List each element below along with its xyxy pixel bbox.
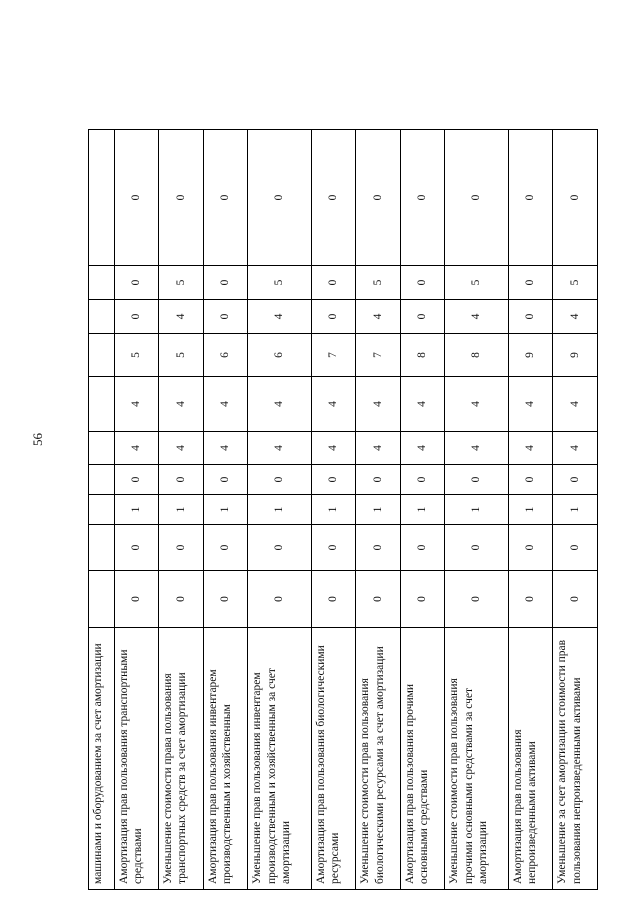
code-cell: 0 [445, 525, 509, 571]
code-cell: 0 [203, 300, 248, 334]
code-cell: 4 [311, 432, 356, 465]
code-cell: 0 [248, 130, 312, 266]
code-cell: 0 [114, 571, 159, 628]
code-cell: 0 [356, 465, 401, 495]
table-row [553, 130, 598, 890]
code-cell: 1 [508, 495, 553, 525]
code-cell: 4 [248, 432, 312, 465]
code-cell: 0 [508, 266, 553, 300]
code-cell: 4 [159, 300, 204, 334]
code-cell: 7 [311, 334, 356, 377]
code-cell: 1 [311, 495, 356, 525]
code-cell: 0 [311, 571, 356, 628]
code-cell: 0 [114, 300, 159, 334]
code-cell: 4 [356, 432, 401, 465]
code-cell: 0 [553, 525, 598, 571]
code-cell: 0 [400, 465, 445, 495]
code-cell: 0 [311, 525, 356, 571]
code-cell [89, 300, 115, 334]
code-cell: 0 [311, 266, 356, 300]
code-cell: 7 [356, 334, 401, 377]
code-cell: 5 [248, 266, 312, 300]
code-cell: 4 [159, 432, 204, 465]
code-cell: 6 [203, 334, 248, 377]
table-row [445, 130, 509, 890]
code-cell: 4 [508, 377, 553, 432]
row-label: Амортизация прав пользования транспортными средствами [114, 628, 159, 890]
code-cell: 9 [508, 334, 553, 377]
code-cell: 0 [508, 300, 553, 334]
code-cell: 5 [114, 334, 159, 377]
table-row [400, 130, 445, 890]
table-row [248, 130, 312, 890]
code-cell: 4 [553, 432, 598, 465]
code-cell: 0 [114, 130, 159, 266]
code-cell: 4 [553, 377, 598, 432]
code-cell: 0 [114, 266, 159, 300]
code-cell: 0 [400, 525, 445, 571]
code-cell: 0 [311, 300, 356, 334]
page-number: 56 [30, 433, 45, 446]
code-cell: 0 [445, 130, 509, 266]
code-cell: 9 [553, 334, 598, 377]
row-label: машинами и оборудованием за счет амортизации [89, 628, 115, 890]
rotated-table-container [88, 130, 598, 890]
code-cell: 4 [553, 300, 598, 334]
code-cell: 1 [445, 495, 509, 525]
accounts-table [88, 129, 598, 890]
row-label: Уменьшение стоимости прав пользования биологическими ресурсами за счет амортизации [356, 628, 401, 890]
code-cell: 0 [356, 525, 401, 571]
code-cell: 0 [508, 130, 553, 266]
row-label: Уменьшение за счет амортизации стоимости прав пользования непроизведенными активами [553, 628, 598, 890]
code-cell: 1 [159, 495, 204, 525]
code-cell: 6 [248, 334, 312, 377]
code-cell: 0 [553, 571, 598, 628]
table-row [114, 130, 159, 890]
row-label: Уменьшение стоимости права пользования транспортных средств за счет амортизации [159, 628, 204, 890]
code-cell: 0 [400, 130, 445, 266]
code-cell: 5 [159, 334, 204, 377]
code-cell: 0 [311, 465, 356, 495]
code-cell: 0 [445, 465, 509, 495]
code-cell: 0 [203, 465, 248, 495]
code-cell: 0 [445, 571, 509, 628]
code-cell: 4 [159, 377, 204, 432]
code-cell: 0 [400, 300, 445, 334]
code-cell: 4 [445, 377, 509, 432]
code-cell: 4 [356, 377, 401, 432]
code-cell: 4 [400, 432, 445, 465]
code-cell: 4 [311, 377, 356, 432]
code-cell: 1 [553, 495, 598, 525]
code-cell: 0 [508, 571, 553, 628]
row-label: Амортизация прав пользования прочими основными средствами [400, 628, 445, 890]
row-label: Уменьшение прав пользования инвентарем производственным и хозяйственным за счет амортизации [248, 628, 312, 890]
code-cell: 0 [203, 571, 248, 628]
code-cell: 8 [400, 334, 445, 377]
code-cell: 4 [248, 300, 312, 334]
row-label: Амортизация прав пользования непроизведенными активами [508, 628, 553, 890]
code-cell: 1 [114, 495, 159, 525]
code-cell: 4 [356, 300, 401, 334]
row-label: Амортизация прав пользования биологическими ресурсами [311, 628, 356, 890]
code-cell: 1 [248, 495, 312, 525]
code-cell: 0 [159, 465, 204, 495]
code-cell: 4 [114, 377, 159, 432]
table-row [203, 130, 248, 890]
code-cell: 0 [114, 525, 159, 571]
code-cell: 0 [203, 130, 248, 266]
code-cell [89, 465, 115, 495]
table-row [311, 130, 356, 890]
code-cell: 8 [445, 334, 509, 377]
code-cell [89, 525, 115, 571]
code-cell: 4 [114, 432, 159, 465]
code-cell: 0 [356, 130, 401, 266]
code-cell [89, 495, 115, 525]
code-cell: 4 [203, 432, 248, 465]
code-cell: 0 [114, 465, 159, 495]
code-cell: 0 [248, 465, 312, 495]
code-cell [89, 266, 115, 300]
code-cell: 4 [248, 377, 312, 432]
code-cell: 0 [400, 266, 445, 300]
table-row [159, 130, 204, 890]
table-row [508, 130, 553, 890]
code-cell [89, 432, 115, 465]
table-body [89, 130, 598, 890]
code-cell: 0 [159, 525, 204, 571]
code-cell: 0 [400, 571, 445, 628]
code-cell [89, 130, 115, 266]
code-cell: 0 [159, 130, 204, 266]
code-cell: 4 [508, 432, 553, 465]
code-cell [89, 571, 115, 628]
code-cell: 5 [356, 266, 401, 300]
code-cell: 0 [248, 525, 312, 571]
code-cell: 5 [553, 266, 598, 300]
code-cell [89, 377, 115, 432]
row-label: Уменьшение стоимости прав пользования прочими основными средствами за счет амортизации [445, 628, 509, 890]
table-row [89, 130, 115, 890]
code-cell: 0 [553, 130, 598, 266]
code-cell: 1 [400, 495, 445, 525]
code-cell: 4 [445, 300, 509, 334]
code-cell: 4 [203, 377, 248, 432]
code-cell: 1 [356, 495, 401, 525]
code-cell: 5 [445, 266, 509, 300]
code-cell: 0 [508, 465, 553, 495]
code-cell: 1 [203, 495, 248, 525]
code-cell: 0 [248, 571, 312, 628]
code-cell: 0 [203, 266, 248, 300]
code-cell: 4 [445, 432, 509, 465]
code-cell: 0 [311, 130, 356, 266]
code-cell: 0 [553, 465, 598, 495]
code-cell: 0 [203, 525, 248, 571]
code-cell: 5 [159, 266, 204, 300]
code-cell: 0 [356, 571, 401, 628]
code-cell: 0 [508, 525, 553, 571]
row-label: Амортизация прав пользования инвентарем производственным и хозяйственным [203, 628, 248, 890]
code-cell: 0 [159, 571, 204, 628]
code-cell: 4 [400, 377, 445, 432]
code-cell [89, 334, 115, 377]
table-row [356, 130, 401, 890]
